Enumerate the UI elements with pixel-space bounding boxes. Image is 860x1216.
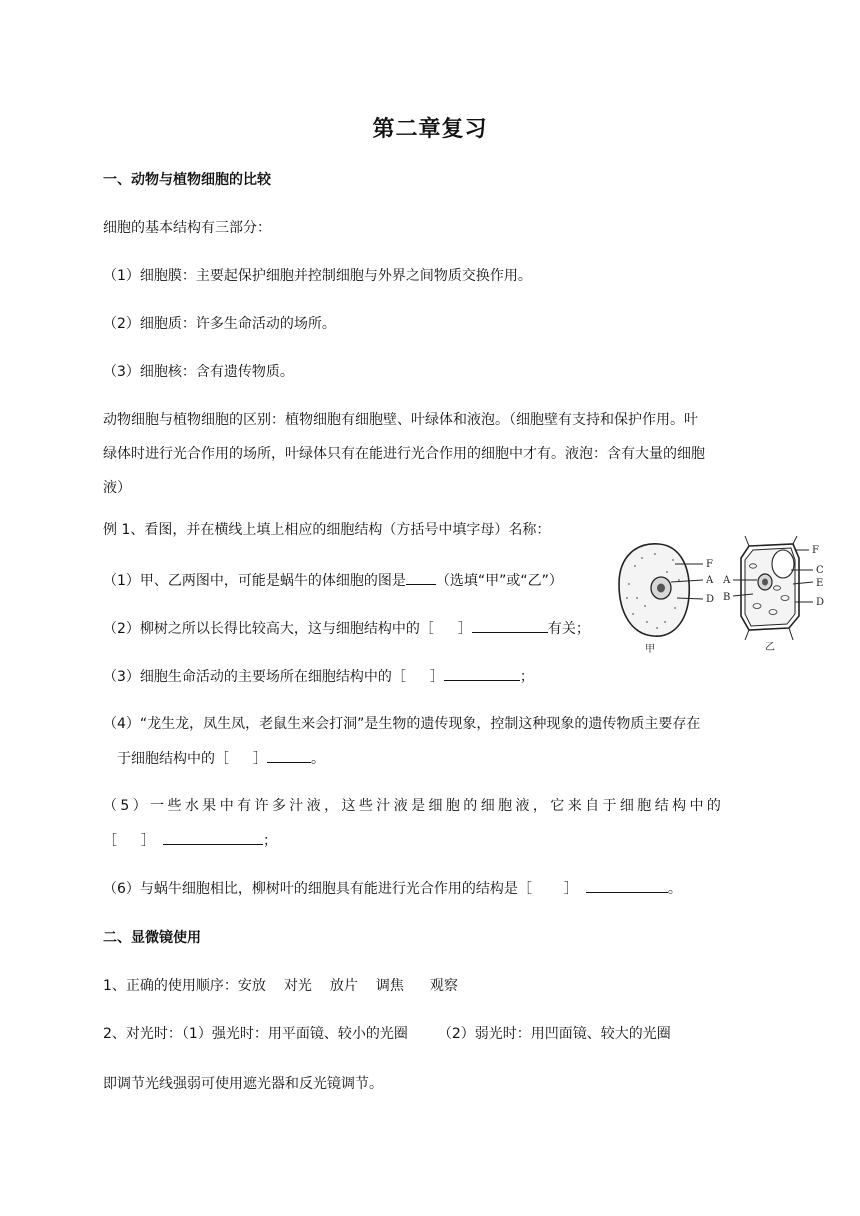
intro-text: 细胞的基本结构有三部分： bbox=[103, 220, 271, 236]
light-adjust-line bbox=[103, 1024, 671, 1044]
animal-nucleolus bbox=[657, 584, 665, 593]
cell-diagram bbox=[607, 536, 837, 658]
yi-label-e: E bbox=[816, 578, 824, 589]
difference-line-3: 液） bbox=[103, 480, 131, 496]
yi-label-f: F bbox=[812, 545, 819, 556]
yi-caption: 乙 bbox=[765, 642, 775, 653]
q5-blank[interactable] bbox=[163, 830, 263, 845]
q3-text: （3）细胞生命活动的主要场所在细胞结构中的［ bbox=[103, 669, 406, 685]
step-place: 安放 bbox=[237, 978, 266, 994]
q5-bracket-close: ］ bbox=[141, 833, 155, 849]
plant-cell-yi bbox=[722, 536, 824, 653]
animal-cell-jia bbox=[619, 544, 714, 655]
q5-bracket-open: ［ bbox=[103, 833, 117, 849]
yi-pointer-e bbox=[793, 582, 813, 584]
yi-label-c: C bbox=[816, 565, 824, 576]
light-adjust-summary: 即调节光线强弱可使用遮光器和反光镜调节。 bbox=[103, 1076, 383, 1092]
cell-diagram-svg bbox=[607, 536, 837, 658]
item-nucleus: （3）细胞核：含有遗传物质。 bbox=[103, 364, 294, 380]
section2-heading: 二、显微镜使用 bbox=[103, 930, 201, 946]
question-4-line-1: （4）“龙生龙，凤生凤，老鼠生来会打洞”是生物的遗传现象，控制这种现象的遗传物质主要存在 bbox=[103, 716, 701, 732]
difference-line-2: 绿体时进行光合作用的场所，叶绿体只有在能进行光合作用的细胞中才有。液泡：含有大量的细胞 bbox=[103, 446, 705, 462]
jia-label-f: F bbox=[706, 559, 713, 570]
q1-text-after: （选填“甲”或“乙”） bbox=[435, 573, 563, 589]
yi-label-d: D bbox=[816, 597, 825, 608]
question-2 bbox=[103, 618, 590, 639]
plant-vacuole bbox=[772, 550, 794, 578]
question-4-line-2 bbox=[117, 748, 325, 769]
q1-text: （1）甲、乙两图中，可能是蜗牛的体细胞的图是 bbox=[103, 573, 406, 589]
step-slide: 放片 bbox=[329, 978, 358, 994]
q3-text-after: ； bbox=[519, 669, 534, 685]
q4-bracket-close: ］ bbox=[253, 751, 267, 767]
q4-text: 于细胞结构中的［ bbox=[117, 751, 229, 767]
jia-label-a: A bbox=[706, 575, 714, 586]
q2-blank[interactable] bbox=[472, 618, 548, 633]
q5-text-after: ； bbox=[263, 833, 277, 849]
question-5-line-1: （5）一些水果中有许多汁液，这些汁液是细胞的细胞液，它来自于细胞结构中的 bbox=[103, 798, 725, 814]
q3-bracket-close: ］ bbox=[429, 669, 444, 685]
q2-text-after: 有关； bbox=[547, 621, 590, 637]
q3-blank[interactable] bbox=[444, 666, 520, 681]
yi-label-a: A bbox=[723, 575, 731, 586]
q2-text: （2）柳树之所以长得比较高大，这与细胞结构中的［ bbox=[103, 621, 434, 637]
jia-label-d: D bbox=[706, 594, 715, 605]
q2-bracket-close: ］ bbox=[457, 621, 472, 637]
example-intro: 例 1、看图，并在横线上填上相应的细胞结构（方括号中填字母）名称： bbox=[103, 522, 551, 538]
section1-heading: 一、动物与植物细胞的比较 bbox=[103, 172, 271, 188]
microscope-order bbox=[103, 976, 458, 996]
difference-line-1: 动物细胞与植物细胞的区别：植物细胞有细胞壁、叶绿体和液泡。（细胞壁有支持和保护作用。叶 bbox=[103, 412, 698, 428]
item-cell-membrane: （1）细胞膜：主要起保护细胞并控制细胞与外界之间物质交换作用。 bbox=[103, 268, 532, 284]
order-prefix: 1、正确的使用顺序： bbox=[103, 978, 238, 994]
step-focus: 调焦 bbox=[375, 978, 404, 994]
step-observe: 观察 bbox=[429, 978, 458, 994]
item-cytoplasm: （2）细胞质：许多生命活动的场所。 bbox=[103, 316, 336, 332]
strong-light-text: 2、对光时：（1）强光时：用平面镜、较小的光圈 bbox=[103, 1026, 408, 1042]
page-title: 第二章复习 bbox=[372, 117, 488, 142]
question-1 bbox=[103, 570, 563, 591]
question-6 bbox=[103, 878, 682, 899]
q6-text: （6）与蜗牛细胞相比，柳树叶的细胞具有能进行光合作用的结构是［ bbox=[103, 881, 532, 897]
q6-blank[interactable] bbox=[586, 878, 668, 893]
yi-label-b: B bbox=[723, 592, 731, 603]
question-5-line-2 bbox=[103, 830, 277, 851]
q1-blank[interactable] bbox=[406, 570, 436, 585]
q6-bracket-close: ］ bbox=[563, 881, 578, 897]
weak-light-text: （2）弱光时：用凹面镜、较大的光圈 bbox=[437, 1026, 671, 1042]
question-3 bbox=[103, 666, 534, 687]
q4-blank[interactable] bbox=[267, 748, 311, 763]
q6-text-after: 。 bbox=[667, 881, 682, 897]
q4-text-after: 。 bbox=[311, 751, 325, 767]
step-light: 对光 bbox=[283, 978, 312, 994]
jia-caption: 甲 bbox=[645, 644, 655, 655]
